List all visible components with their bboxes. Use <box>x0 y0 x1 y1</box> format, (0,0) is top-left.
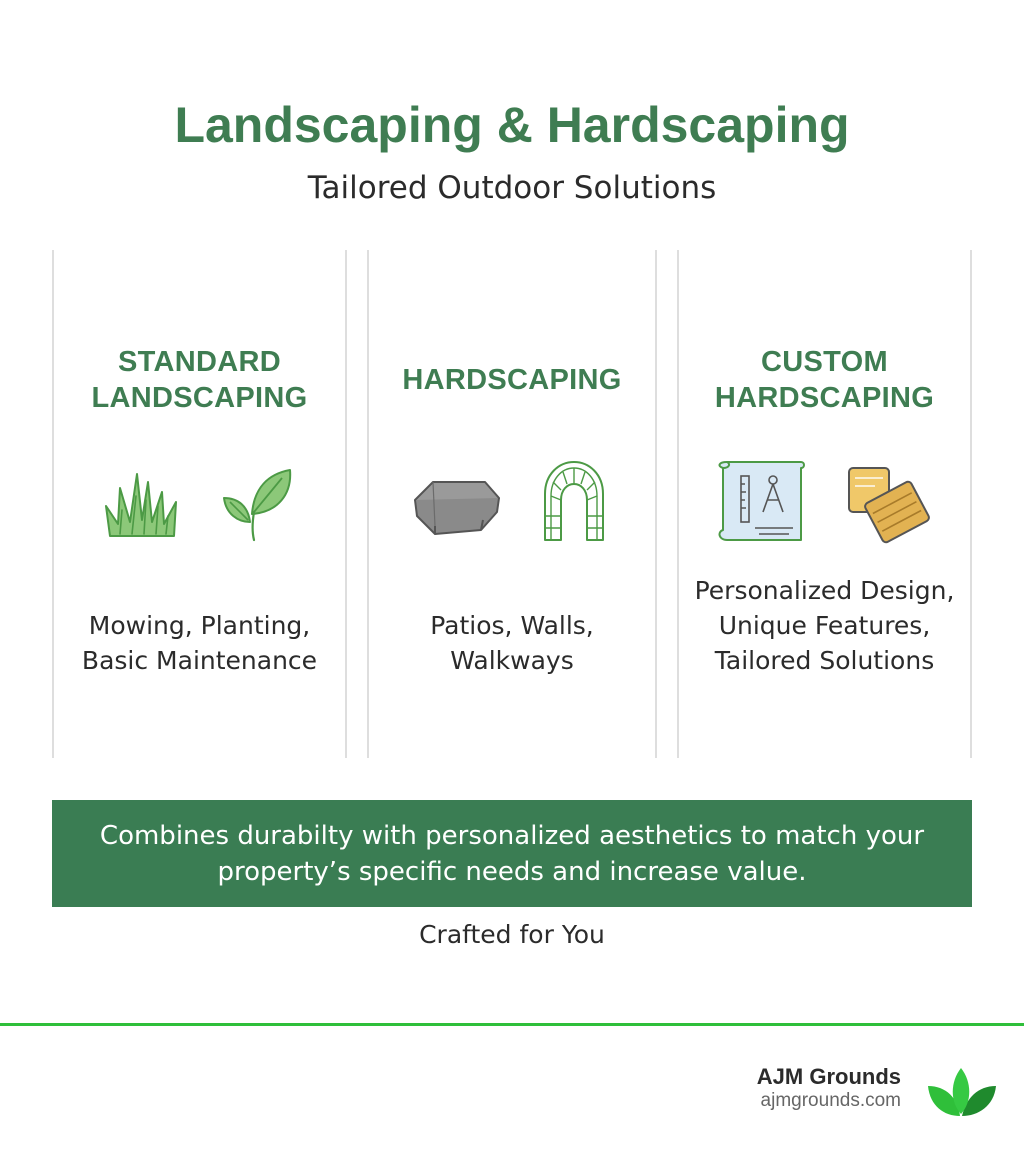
blueprint-icon <box>715 458 809 546</box>
brand-url: ajmgrounds.com <box>760 1090 901 1111</box>
brand-name: AJM Grounds <box>756 1064 901 1089</box>
column-divider <box>970 250 972 758</box>
service-title <box>679 344 970 416</box>
brand-block <box>757 1064 901 1112</box>
paver-stone-icon <box>411 476 503 538</box>
page-subtitle: Tailored Outdoor Solutions <box>307 170 717 206</box>
service-description-line: Patios, Walls, <box>430 611 594 640</box>
leaves-logo-icon <box>926 1066 998 1118</box>
service-description-line: Mowing, Planting, <box>88 611 311 640</box>
service-card-custom-hardscaping <box>679 330 970 750</box>
banner-text-line: property’s specific needs and increase value. <box>217 856 807 887</box>
page-title: Landscaping & Hardscaping <box>174 97 850 153</box>
service-description-line: Tailored Solutions <box>714 646 935 675</box>
service-card-standard-landscaping <box>54 330 345 750</box>
value-banner <box>52 800 972 907</box>
service-title-line: HARDSCAPING <box>714 382 935 414</box>
service-title <box>54 344 345 416</box>
column-divider <box>345 250 347 758</box>
service-title-line: STANDARD <box>118 346 281 378</box>
banner-text-line: Combines durabilty with personalized aesthetics to match your <box>99 820 925 851</box>
footer-divider <box>0 1023 1024 1026</box>
service-title <box>369 344 655 416</box>
service-title-line: LANDSCAPING <box>91 382 308 414</box>
column-divider <box>655 250 657 758</box>
grass-icon <box>104 466 182 542</box>
service-description-line: Walkways <box>450 646 574 675</box>
leaf-icon <box>220 464 296 544</box>
service-title-line: HARDSCAPING <box>402 364 622 396</box>
service-description-line: Unique Features, <box>718 611 931 640</box>
service-title-line: CUSTOM <box>761 346 888 378</box>
material-swatches-icon <box>845 464 931 544</box>
stone-arch-icon <box>541 460 607 542</box>
service-description-line: Personalized Design, <box>694 576 955 605</box>
service-description-line: Basic Maintenance <box>81 646 318 675</box>
service-card-hardscaping <box>369 330 655 750</box>
tagline: Crafted for You <box>419 920 605 949</box>
